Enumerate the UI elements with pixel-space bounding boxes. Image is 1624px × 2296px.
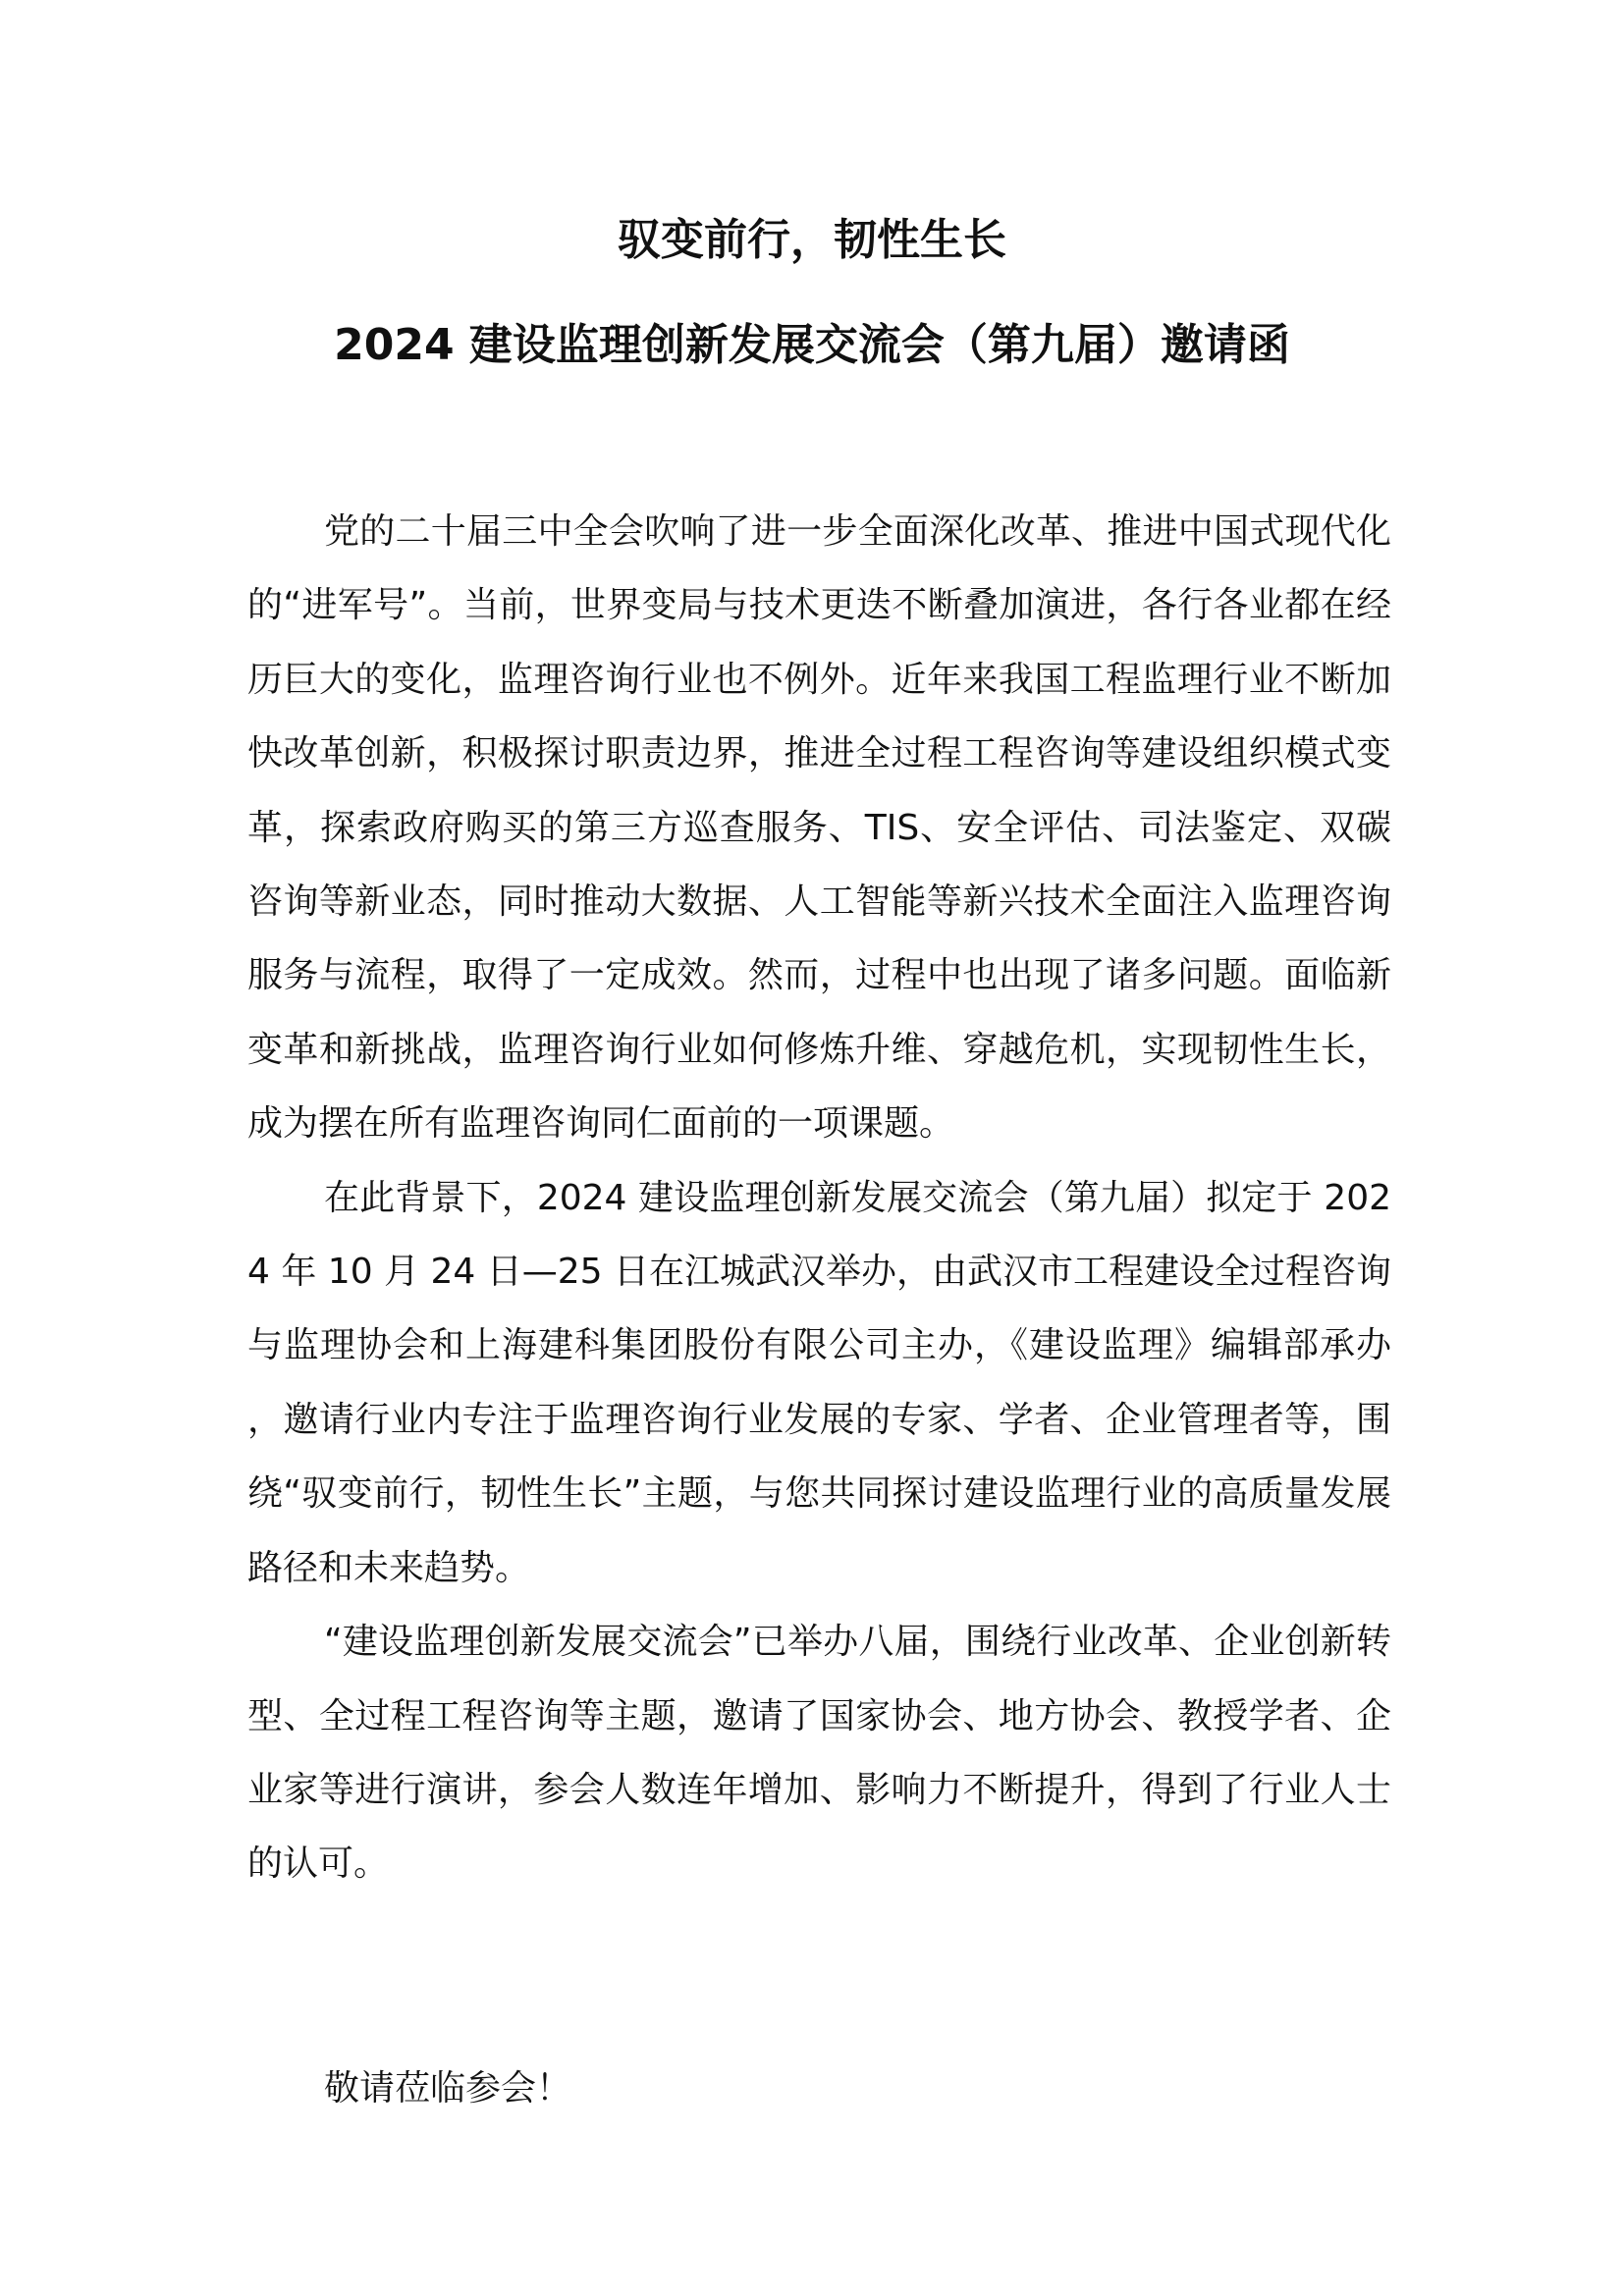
title-line-2: 2024 建设监理创新发展交流会（第九届）邀请函 xyxy=(334,320,1290,370)
title-line-1: 驭变前行，韧性生长 xyxy=(618,215,1006,265)
paragraph-history: “建设监理创新发展交流会”已举办八届，围绕行业改革、企业创新转型、全过程工程咨询等主题，邀请了国家协会、地方协会、教授学者、企业家等进行演讲，参会人数连年增加、影响力不断提升，得到了行业人士的认可。 xyxy=(247,1622,1391,1885)
invitation-body xyxy=(247,495,1391,1901)
paragraph-event-details: 在此背景下，2024 建设监理创新发展交流会（第九届）拟定于 2024 年 10 月 24 日—25 日在江城武汉举办，由武汉市工程建设全过程咨询与监理协会和上海建科集团股份有限公司主办，《建设监理》编辑部承办，邀请行业内专注于监理咨询行业发展的专家、学者、企业管理者等，围绕“驭变前行，韧性生长”主题，与您共同探讨建设监理行业的高质量发展路径和未来趋势。 xyxy=(247,1177,1391,1588)
paragraph-background: 党的二十届三中全会吹响了进一步全面深化改革、推进中国式现代化的“进军号”。当前，世界变局与技术更迭不断叠加演进，各行各业都在经历巨大的变化，监理咨询行业也不例外。近年来我国工程监理行业不断加快改革创新，积极探讨职责边界，推进全过程工程咨询等建设组织模式变革，探索政府购买的第三方巡查服务、TIS、安全评估、司法鉴定、双碳咨询等新业态，同时推动大数据、人工智能等新兴技术全面注入监理咨询服务与流程，取得了一定成效。然而，过程中也出现了诸多问题。面临新变革和新挑战，监理咨询行业如何修炼升维、穿越危机，实现韧性生长，成为摆在所有监理咨询同仁面前的一项课题。 xyxy=(247,511,1391,1145)
closing-line: 敬请莅临参会！ xyxy=(324,2068,572,2109)
